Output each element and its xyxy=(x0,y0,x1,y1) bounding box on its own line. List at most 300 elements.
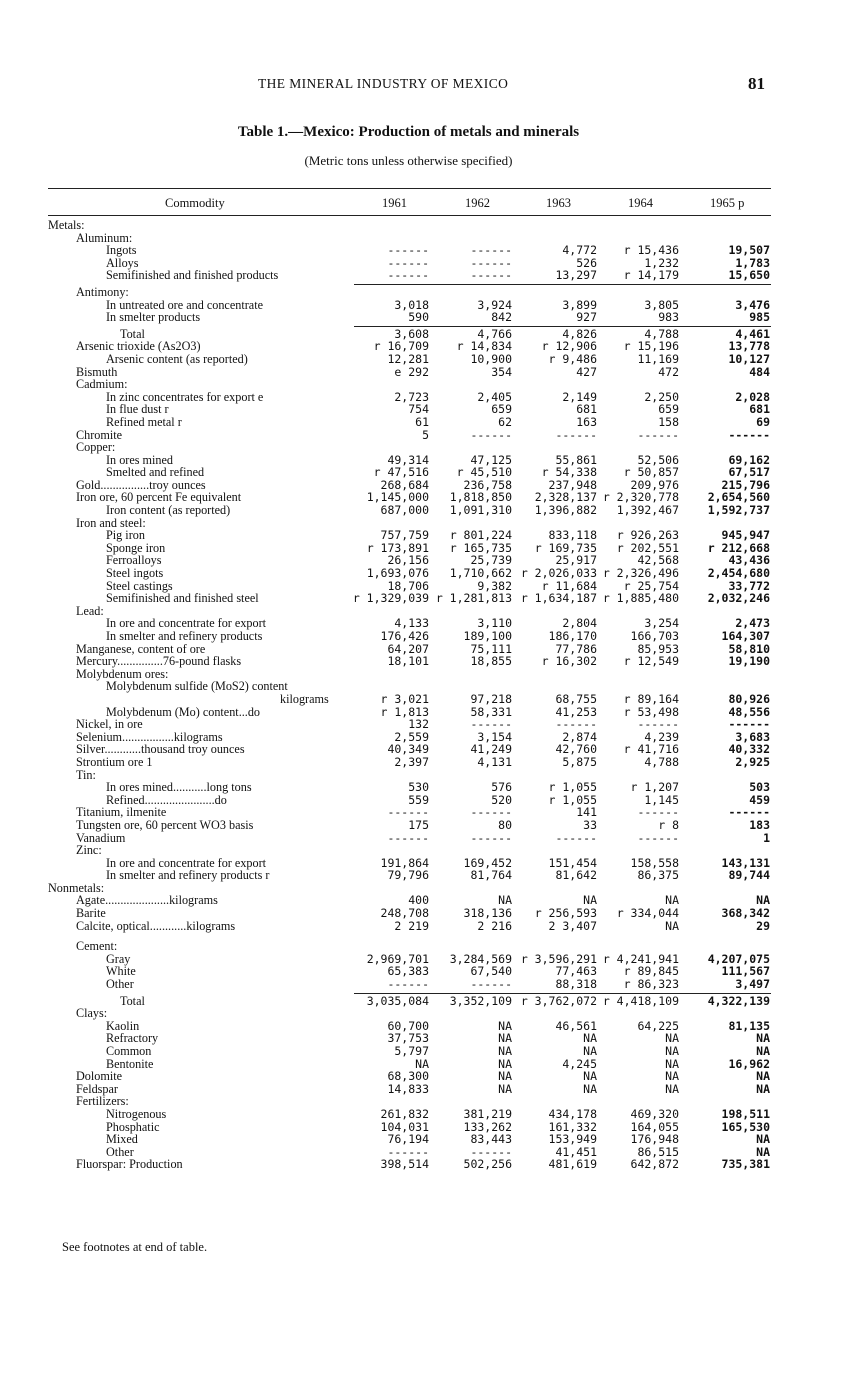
row-label: Lead: xyxy=(76,603,104,618)
cell-value: 2,028 xyxy=(735,389,770,404)
cell-value: r 212,668 xyxy=(707,540,770,555)
row-label: Semifinished and finished products xyxy=(106,268,279,283)
table-row xyxy=(48,286,771,299)
cell-value: r 1,634,187 xyxy=(520,591,597,606)
cell-value: ------ xyxy=(555,830,597,845)
cell-value: NA xyxy=(583,1081,597,1096)
cell-value: ------ xyxy=(728,805,770,820)
cell-value: 2 3,407 xyxy=(548,918,597,933)
cell-value: ------ xyxy=(728,427,770,442)
cell-value: 1,592,737 xyxy=(707,503,770,518)
cell-value: 161,332 xyxy=(548,1119,597,1134)
cell-value: r 53,498 xyxy=(623,704,679,719)
cell-value: 58,810 xyxy=(728,641,770,656)
cell-value: ------ xyxy=(387,977,429,992)
cell-value: 3,352,109 xyxy=(449,993,512,1008)
cell-value: r 14,179 xyxy=(623,268,679,283)
cell-value: NA xyxy=(665,1044,679,1058)
table-row xyxy=(48,378,771,391)
cell-value: 381,219 xyxy=(463,1106,512,1121)
cell-value: 13,297 xyxy=(555,268,597,283)
cell-value: 590 xyxy=(408,310,429,325)
cell-value: 687,000 xyxy=(380,503,429,518)
row-label: Iron and steel: xyxy=(76,515,146,530)
cell-value: 143,131 xyxy=(721,855,770,870)
cell-value: 1,710,662 xyxy=(449,566,512,581)
cell-value: r 1,813 xyxy=(380,704,429,719)
cell-value: NA xyxy=(665,1056,679,1071)
cell-value: NA xyxy=(665,1081,679,1096)
cell-value: NA xyxy=(583,1069,597,1084)
cell-value: ------ xyxy=(387,268,429,283)
cell-value: 3,497 xyxy=(735,977,770,992)
table-row xyxy=(48,429,771,442)
column-header-commodity: Commodity xyxy=(165,196,225,210)
cell-value: NA xyxy=(756,1031,770,1046)
cell-value: NA xyxy=(756,1144,770,1159)
cell-value: 209,976 xyxy=(630,477,679,492)
cell-value: 2,559 xyxy=(394,729,429,744)
cell-value: 81,764 xyxy=(470,868,512,883)
cell-value: 2 216 xyxy=(477,918,512,933)
cell-value: ------ xyxy=(470,717,512,732)
cell-value: NA xyxy=(498,1081,512,1096)
table-row xyxy=(48,219,771,232)
cell-value: NA xyxy=(583,893,597,908)
table-row xyxy=(48,756,771,769)
row-label: Other xyxy=(106,1144,134,1159)
cell-value: ------ xyxy=(637,717,679,732)
row-label: Antimony: xyxy=(76,284,129,299)
table-row xyxy=(48,1007,771,1020)
cell-value: 237,948 xyxy=(548,477,597,492)
cell-value: r 4,418,109 xyxy=(602,993,679,1008)
cell-value: NA xyxy=(583,1044,597,1058)
cell-value: 58,331 xyxy=(470,704,512,719)
cell-value: 2,032,246 xyxy=(707,591,770,606)
cell-value: 186,170 xyxy=(548,629,597,643)
cell-value: r 256,593 xyxy=(534,906,597,921)
row-label: Bismuth xyxy=(76,364,118,379)
table-row xyxy=(48,1045,771,1058)
cell-value: NA xyxy=(756,893,770,908)
cell-value: 261,832 xyxy=(380,1106,429,1121)
cell-value: r 45,510 xyxy=(456,465,512,480)
cell-value: 2,969,701 xyxy=(366,951,429,966)
cell-value: NA xyxy=(498,893,512,908)
cell-value: 42,760 xyxy=(555,742,597,757)
cell-value: 33 xyxy=(583,817,597,832)
table-row xyxy=(48,693,771,706)
cell-value: NA xyxy=(665,1069,679,1084)
cell-value: ------ xyxy=(470,1144,512,1159)
table-row xyxy=(48,819,771,832)
cell-value: r 14,834 xyxy=(456,339,512,354)
cell-value: NA xyxy=(665,893,679,908)
cell-value: 1,145 xyxy=(644,792,679,807)
cell-value: r 89,164 xyxy=(623,691,679,706)
cell-value: r 25,754 xyxy=(623,578,679,593)
row-label: Silver............thousand troy ounces xyxy=(76,742,245,757)
table-row xyxy=(48,1108,771,1121)
cell-value: 5 xyxy=(422,427,429,442)
table-row xyxy=(48,781,771,794)
cell-value: 164,055 xyxy=(630,1119,679,1134)
cell-value: 4,788 xyxy=(644,326,679,341)
cell-value: 520 xyxy=(491,792,512,807)
cell-value: 169,452 xyxy=(463,855,512,870)
cell-value: 26,156 xyxy=(387,553,429,568)
cell-value: 354 xyxy=(491,364,512,379)
cell-value: 2,397 xyxy=(394,754,429,769)
cell-value: 89,744 xyxy=(728,868,770,883)
cell-value: 503 xyxy=(749,780,770,795)
table-row xyxy=(48,366,771,379)
cell-value: NA xyxy=(583,1031,597,1046)
cell-value: 1,783 xyxy=(735,255,770,270)
page-number: 81 xyxy=(748,74,765,93)
cell-value: 67,517 xyxy=(728,465,770,480)
cell-value: r 1,281,813 xyxy=(435,591,512,606)
cell-value: 25,917 xyxy=(555,553,597,568)
table-top-rule xyxy=(48,188,771,189)
cell-value: 86,375 xyxy=(637,868,679,883)
table-row xyxy=(48,1133,771,1146)
cell-value: 2,405 xyxy=(477,389,512,404)
table-row xyxy=(48,1070,771,1083)
row-label: Agate.....................kilograms xyxy=(76,893,218,908)
row-label: Sponge iron xyxy=(106,540,166,555)
cell-value: 368,342 xyxy=(721,906,770,921)
table-row xyxy=(48,844,771,857)
cell-value: 2,328,137 xyxy=(534,490,597,505)
row-label: Fluorspar: Production xyxy=(76,1157,183,1172)
table-row xyxy=(48,655,771,668)
cell-value: NA xyxy=(665,918,679,933)
cell-value: 19,507 xyxy=(728,243,770,258)
cell-value: 165,530 xyxy=(721,1119,770,1134)
cell-value: ------ xyxy=(728,717,770,732)
cell-value: 85,953 xyxy=(637,641,679,656)
cell-value: 681 xyxy=(576,402,597,417)
cell-value: 64,225 xyxy=(637,1018,679,1033)
cell-value: r 16,302 xyxy=(541,654,597,669)
cell-value: 398,514 xyxy=(380,1157,429,1172)
cell-value: 4,239 xyxy=(644,729,679,744)
table-body xyxy=(48,219,771,1171)
cell-value: 52,506 xyxy=(637,452,679,467)
cell-value: 2,250 xyxy=(644,389,679,404)
cell-value: r 16,709 xyxy=(373,339,429,354)
cell-value: 81,135 xyxy=(728,1018,770,1033)
row-label: Nonmetals: xyxy=(48,880,105,895)
cell-value: 40,332 xyxy=(728,742,770,757)
cell-value: ------ xyxy=(470,977,512,992)
table-row xyxy=(48,907,771,920)
cell-value: 183 xyxy=(749,817,770,832)
column-header-1962: 1962 xyxy=(465,196,490,210)
row-label: White xyxy=(106,964,136,979)
cell-value: NA xyxy=(498,1044,512,1058)
cell-value: 576 xyxy=(491,780,512,795)
cell-value: 176,426 xyxy=(380,629,429,643)
row-label: Chromite xyxy=(76,427,123,442)
cell-value: r 12,906 xyxy=(541,339,597,354)
row-label: Fertilizers: xyxy=(76,1094,129,1109)
cell-value: r 1,885,480 xyxy=(602,591,679,606)
cell-value: 945,947 xyxy=(721,528,770,543)
cell-value: NA xyxy=(665,1031,679,1046)
cell-value: 80,926 xyxy=(728,691,770,706)
cell-value: ------ xyxy=(555,717,597,732)
cell-value: 3,018 xyxy=(394,297,429,312)
cell-value: 11,169 xyxy=(637,351,679,366)
cell-value: r 202,551 xyxy=(616,540,679,555)
row-label: Manganese, content of ore xyxy=(76,641,206,656)
cell-value: 104,031 xyxy=(380,1119,429,1134)
cell-value: 559 xyxy=(408,792,429,807)
row-label: In zinc concentrates for export e xyxy=(106,389,264,404)
cell-value: ------ xyxy=(470,805,512,820)
cell-value: 434,178 xyxy=(548,1106,597,1121)
row-label: Steel castings xyxy=(106,578,173,593)
cell-value: 19,190 xyxy=(728,654,770,669)
cell-value: 46,561 xyxy=(555,1018,597,1033)
cell-value: 55,861 xyxy=(555,452,597,467)
cell-value: r 165,735 xyxy=(449,540,512,555)
row-label: Ferroalloys xyxy=(106,553,162,568)
row-label: Metals: xyxy=(48,218,85,232)
cell-value: 4,461 xyxy=(735,326,770,341)
table-row xyxy=(48,269,771,282)
cell-value: 268,684 xyxy=(380,477,429,492)
cell-value: 83,443 xyxy=(470,1132,512,1147)
cell-value: r 50,857 xyxy=(623,465,679,480)
cell-value: 164,307 xyxy=(721,629,770,643)
table-header-rule xyxy=(48,215,771,216)
cell-value: 4,131 xyxy=(477,754,512,769)
cell-value: 13,778 xyxy=(728,339,770,354)
row-label: In ores mined xyxy=(106,452,174,467)
cell-value: 132 xyxy=(408,717,429,732)
table-row xyxy=(48,832,771,845)
column-header-1964: 1964 xyxy=(628,196,653,210)
cell-value: r 173,891 xyxy=(366,540,429,555)
cell-value: 141 xyxy=(576,805,597,820)
cell-value: 427 xyxy=(576,364,597,379)
cell-value: 530 xyxy=(408,780,429,795)
row-label: Steel ingots xyxy=(106,566,164,581)
row-label: Selenium.................kilograms xyxy=(76,729,223,744)
cell-value: 3,899 xyxy=(562,297,597,312)
cell-value: 2,654,560 xyxy=(707,490,770,505)
cell-value: 158,558 xyxy=(630,855,679,870)
table-row xyxy=(48,244,771,257)
table-row xyxy=(48,567,771,580)
row-label: Bentonite xyxy=(106,1056,154,1071)
row-label: Titanium, ilmenite xyxy=(76,805,167,820)
cell-value: 1,396,882 xyxy=(534,503,597,518)
cell-value: r 11,684 xyxy=(541,578,597,593)
cell-value: 4,772 xyxy=(562,243,597,258)
row-label: Molybdenum ores: xyxy=(76,666,169,681)
cell-value: ------ xyxy=(470,243,512,258)
cell-value: 133,262 xyxy=(463,1119,512,1134)
row-label: In ore and concentrate for export xyxy=(106,855,267,870)
cell-value: r 2,320,778 xyxy=(602,490,679,505)
cell-value: 75,111 xyxy=(470,641,512,656)
cell-value: 1,232 xyxy=(644,255,679,270)
cell-value: 3,683 xyxy=(735,729,770,744)
row-label: Cement: xyxy=(76,939,118,954)
cell-value: 158 xyxy=(658,414,679,429)
row-label: In smelter and refinery products xyxy=(106,629,263,643)
cell-value: r 3,762,072 xyxy=(520,993,597,1008)
cell-value: r 2,326,496 xyxy=(602,566,679,581)
cell-value: ------ xyxy=(387,830,429,845)
cell-value: 3,476 xyxy=(735,297,770,312)
cell-value: 659 xyxy=(491,402,512,417)
cell-value: 4,788 xyxy=(644,754,679,769)
row-label: Gold................troy ounces xyxy=(76,477,206,492)
row-label: Feldspar xyxy=(76,1081,118,1096)
row-label: Mercury...............76-pound flasks xyxy=(76,654,242,669)
table-row xyxy=(48,441,771,454)
cell-value: 64,207 xyxy=(387,641,429,656)
cell-value: 2,473 xyxy=(735,616,770,631)
row-label: Common xyxy=(106,1044,152,1058)
cell-value: 3,284,569 xyxy=(449,951,512,966)
running-header: THE MINERAL INDUSTRY OF MEXICO xyxy=(258,76,509,91)
cell-value: 4,322,139 xyxy=(707,993,770,1008)
table-row xyxy=(48,1158,771,1171)
table-row xyxy=(48,504,771,517)
cell-value: 318,136 xyxy=(463,906,512,921)
footnote: See footnotes at end of table. xyxy=(62,1240,208,1254)
cell-value: 1,693,076 xyxy=(366,566,429,581)
cell-value: 41,451 xyxy=(555,1144,597,1159)
cell-value: 151,454 xyxy=(548,855,597,870)
cell-value: 97,218 xyxy=(470,691,512,706)
table-row xyxy=(48,978,771,991)
cell-value: r 47,516 xyxy=(373,465,429,480)
cell-value: 484 xyxy=(749,364,770,379)
cell-value: 1,091,310 xyxy=(449,503,512,518)
row-label: Smelted and refined xyxy=(106,465,205,480)
cell-value: 166,703 xyxy=(630,629,679,643)
cell-value: ------ xyxy=(387,805,429,820)
cell-value: 10,900 xyxy=(470,351,512,366)
cell-value: 215,796 xyxy=(721,477,770,492)
row-label: Refractory xyxy=(106,1031,159,1046)
table-row xyxy=(48,416,771,429)
row-label: Pig iron xyxy=(106,528,145,543)
row-label: Total xyxy=(120,326,145,341)
cell-value: 757,759 xyxy=(380,528,429,543)
cell-value: 62 xyxy=(498,414,512,429)
cell-value: r 89,845 xyxy=(623,964,679,979)
cell-value: r 2,026,033 xyxy=(520,566,597,581)
cell-value: 68,755 xyxy=(555,691,597,706)
cell-value: r 41,716 xyxy=(623,742,679,757)
cell-value: 40,349 xyxy=(387,742,429,757)
row-label: In flue dust r xyxy=(106,402,169,417)
cell-value: NA xyxy=(756,1081,770,1096)
cell-value: 163 xyxy=(576,414,597,429)
cell-value: 77,786 xyxy=(555,641,597,656)
cell-value: 1 xyxy=(763,830,770,845)
row-label: Phosphatic xyxy=(106,1119,160,1134)
row-label: Kaolin xyxy=(106,1018,140,1033)
cell-value: r 1,207 xyxy=(630,780,679,795)
cell-value: 18,101 xyxy=(387,654,429,669)
cell-value: 191,864 xyxy=(380,855,429,870)
cell-value: r 9,486 xyxy=(548,351,597,366)
cell-value: 400 xyxy=(408,893,429,908)
row-label: Strontium ore 1 xyxy=(76,754,153,769)
cell-value: 86,515 xyxy=(637,1144,679,1159)
cell-value: 33,772 xyxy=(728,578,770,593)
table-title: Table 1.—Mexico: Production of metals and minerals xyxy=(237,124,580,140)
cell-value: 3,608 xyxy=(394,326,429,341)
cell-value: ------ xyxy=(637,427,679,442)
cell-value: 642,872 xyxy=(630,1157,679,1172)
row-label: Semifinished and finished steel xyxy=(106,591,259,606)
cell-value: 2,149 xyxy=(562,389,597,404)
cell-value: 2,723 xyxy=(394,389,429,404)
cell-value: 1,392,467 xyxy=(616,503,679,518)
cell-value: 69 xyxy=(756,414,770,429)
row-label: Total xyxy=(120,993,145,1008)
table-subtitle: (Metric tons unless otherwise specified) xyxy=(304,153,513,168)
row-label: Clays: xyxy=(76,1006,108,1021)
cell-value: 76,194 xyxy=(387,1132,429,1147)
table-row xyxy=(48,940,771,953)
cell-value: 43,436 xyxy=(728,553,770,568)
cell-value: 3,154 xyxy=(477,729,512,744)
cell-value: 4,207,075 xyxy=(707,951,770,966)
row-gap xyxy=(48,932,771,940)
cell-value: 48,556 xyxy=(728,704,770,719)
row-label: Tin: xyxy=(76,767,96,782)
cell-value: 47,125 xyxy=(470,452,512,467)
table-row xyxy=(48,311,771,324)
cell-value: 735,381 xyxy=(721,1157,770,1172)
cell-value: r 12,549 xyxy=(623,654,679,669)
table-row xyxy=(48,1083,771,1096)
cell-value: 5,875 xyxy=(562,754,597,769)
cell-value: 175 xyxy=(408,817,429,832)
row-label: Refined metal r xyxy=(106,414,182,429)
cell-value: 81,642 xyxy=(555,868,597,883)
row-label: In smelter products xyxy=(106,310,201,325)
cell-value: 5,797 xyxy=(394,1044,429,1058)
cell-value: 1,145,000 xyxy=(366,490,429,505)
row-label: Calcite, optical............kilograms xyxy=(76,918,236,933)
cell-value: 12,281 xyxy=(387,351,429,366)
cell-value: NA xyxy=(415,1056,429,1071)
cell-value: 49,314 xyxy=(387,452,429,467)
table-row xyxy=(48,995,771,1008)
table-row xyxy=(48,718,771,731)
cell-value: r 3,021 xyxy=(380,691,429,706)
cell-value: 153,949 xyxy=(548,1132,597,1147)
row-label: Other xyxy=(106,977,134,992)
cell-value: 526 xyxy=(576,255,597,270)
cell-value: 842 xyxy=(491,310,512,325)
row-label: Copper: xyxy=(76,440,116,455)
cell-value: r 1,055 xyxy=(548,792,597,807)
